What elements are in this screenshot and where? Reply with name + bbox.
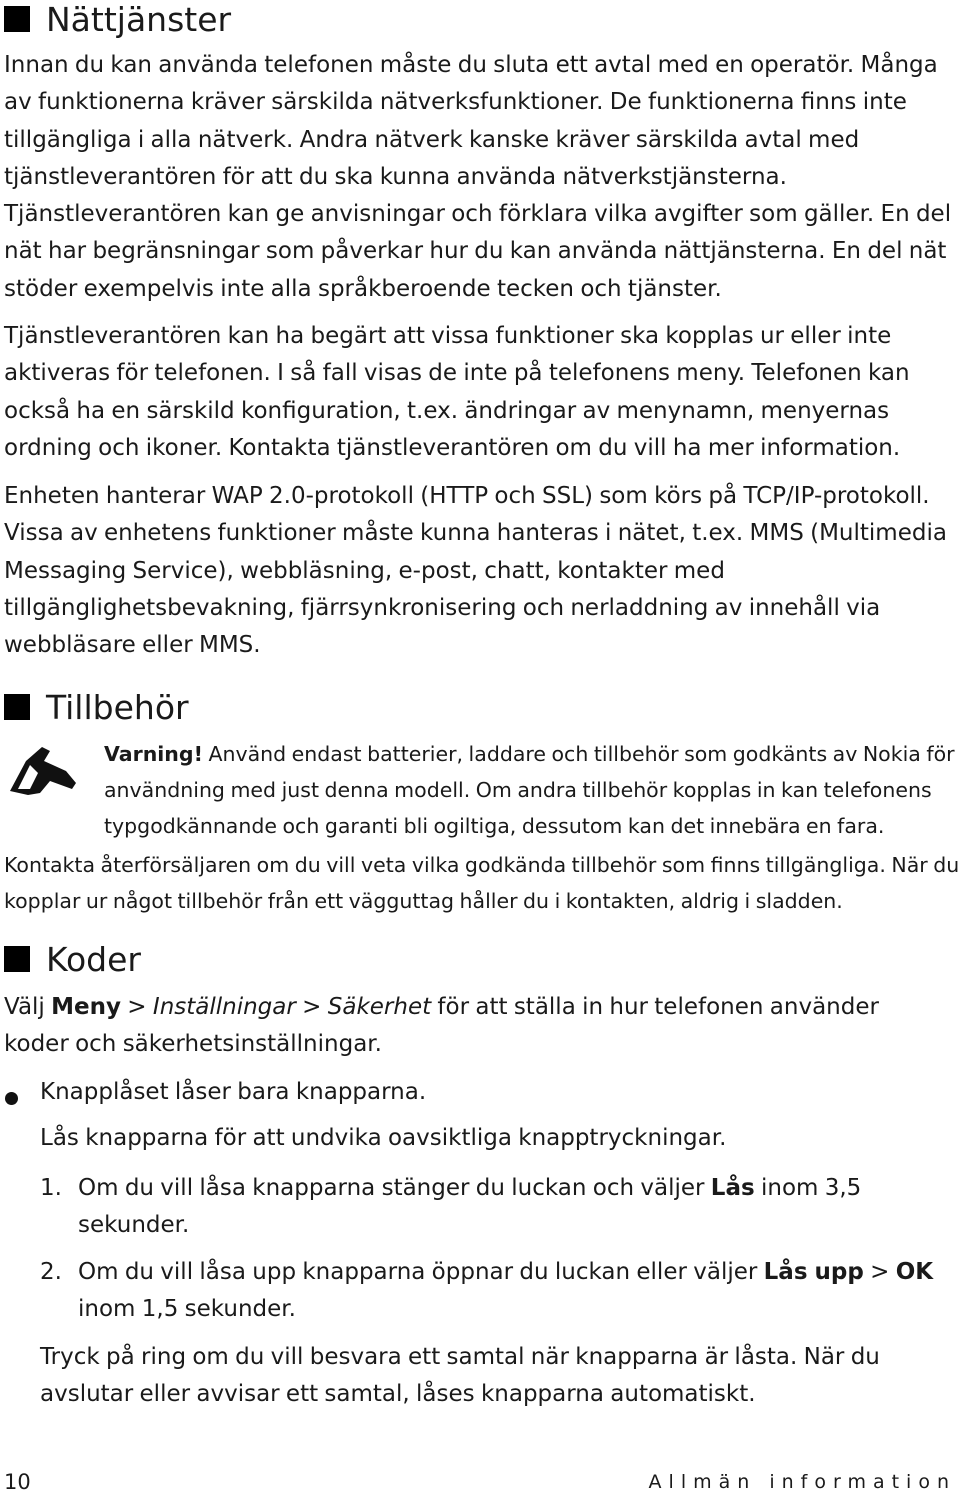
section-title-nattjanster: Nättjänster <box>4 0 231 40</box>
section-title-koder: Koder <box>4 940 141 980</box>
step-2: Om du vill låsa upp knapparna öppnar du luckan eller väljer Lås upp > OK inom 1,5 sekunder. <box>78 1259 934 1323</box>
menu-path-installningar: Inställningar <box>152 994 296 1020</box>
warning-paragraph: Varning! Använd endast batterier, laddare och tillbehör som godkänts av Nokia för användning med just denna modell. Om andra tillbehör kopplas in kan telefonens typgodkännande och garanti bli ogiltiga, dessutom kan det innebära en fara. <box>104 742 955 838</box>
footer-section-name: Allmän information <box>648 1471 956 1493</box>
page-number: 10 <box>4 1470 31 1494</box>
step-number-1: 1. <box>40 1175 62 1201</box>
paragraph-network-intro: Innan du kan använda telefonen måste du sluta ett avtal med en operatör. Många av funktionerna kräver särskilda nätverksfunktioner. De funktionerna finns inte tillgängliga i alla nätverk. Andra nätverk kanske kräver särskilda avtal med tjänstleverantören för att du ska kunna använda nätverkstjänsterna. Tjänstleverantören kan ge anvisningar och förklara vilka avgifter som gäller. En del nät har begränsningar som påverkar hur du kan använda nättjänsterna. En del nät stöder exempelvis inte alla språkberoende tecken och tjänster. <box>4 52 952 302</box>
bullet-keylock-sub: Lås knapparna för att undvika oavsiktliga knapptryckningar. <box>40 1125 727 1151</box>
bullet-icon <box>5 1092 18 1105</box>
step-number-2: 2. <box>40 1259 62 1285</box>
warning-label: Varning! <box>104 742 203 766</box>
paragraph-network-wap: Enheten hanterar WAP 2.0-protokoll (HTTP och SSL) som körs på TCP/IP-protokoll. Vissa av enhetens funktioner måste kunna hanteras i nätet, t.ex. MMS (Multimedia Messaging Service), webbläsning, e-post, chatt, kontakter med tillgänglighetsbevakning, fjärrsynkronisering och nerladdning av innehåll via webbläsare eller MMS. <box>4 483 947 659</box>
square-icon <box>4 694 30 720</box>
paragraph-accessories: Kontakta återförsäljaren om du vill veta vilka godkända tillbehör som finns tillgängliga. När du kopplar ur något tillbehör från ett vägguttag håller du i kontakten, aldrig i sladden. <box>4 853 960 913</box>
section-title-tillbehor: Tillbehör <box>4 688 189 728</box>
warning-hand-icon <box>6 743 80 799</box>
square-icon <box>4 6 30 32</box>
paragraph-codes-intro: Välj Meny > Inställningar > Säkerhet för att ställa in hur telefonen använder koder och säkerhetsinställningar. <box>4 994 879 1058</box>
paragraph-network-provider: Tjänstleverantören kan ha begärt att vissa funktioner ska kopplas ur eller inte aktiveras för telefonen. I så fall visas de inte på telefonens meny. Telefonen kan också ha en särskild konfiguration, t.ex. ändringar av menynamn, menyernas ordning och ikoner. Kontakta tjänstleverantören om du vill ha mer information. <box>4 323 910 461</box>
bullet-keylock: Knapplåset låser bara knapparna. <box>40 1079 427 1105</box>
menu-path-meny: Meny <box>51 994 121 1020</box>
menu-path-sakerhet: Säkerhet <box>327 994 432 1020</box>
step-1: Om du vill låsa knapparna stänger du luckan och väljer Lås inom 3,5 sekunder. <box>78 1175 862 1239</box>
paragraph-keylock-tail: Tryck på ring om du vill besvara ett samtal när knapparna är låsta. När du avslutar eller avvisar ett samtal, låses knapparna automatiskt. <box>40 1344 880 1408</box>
square-icon <box>4 946 30 972</box>
